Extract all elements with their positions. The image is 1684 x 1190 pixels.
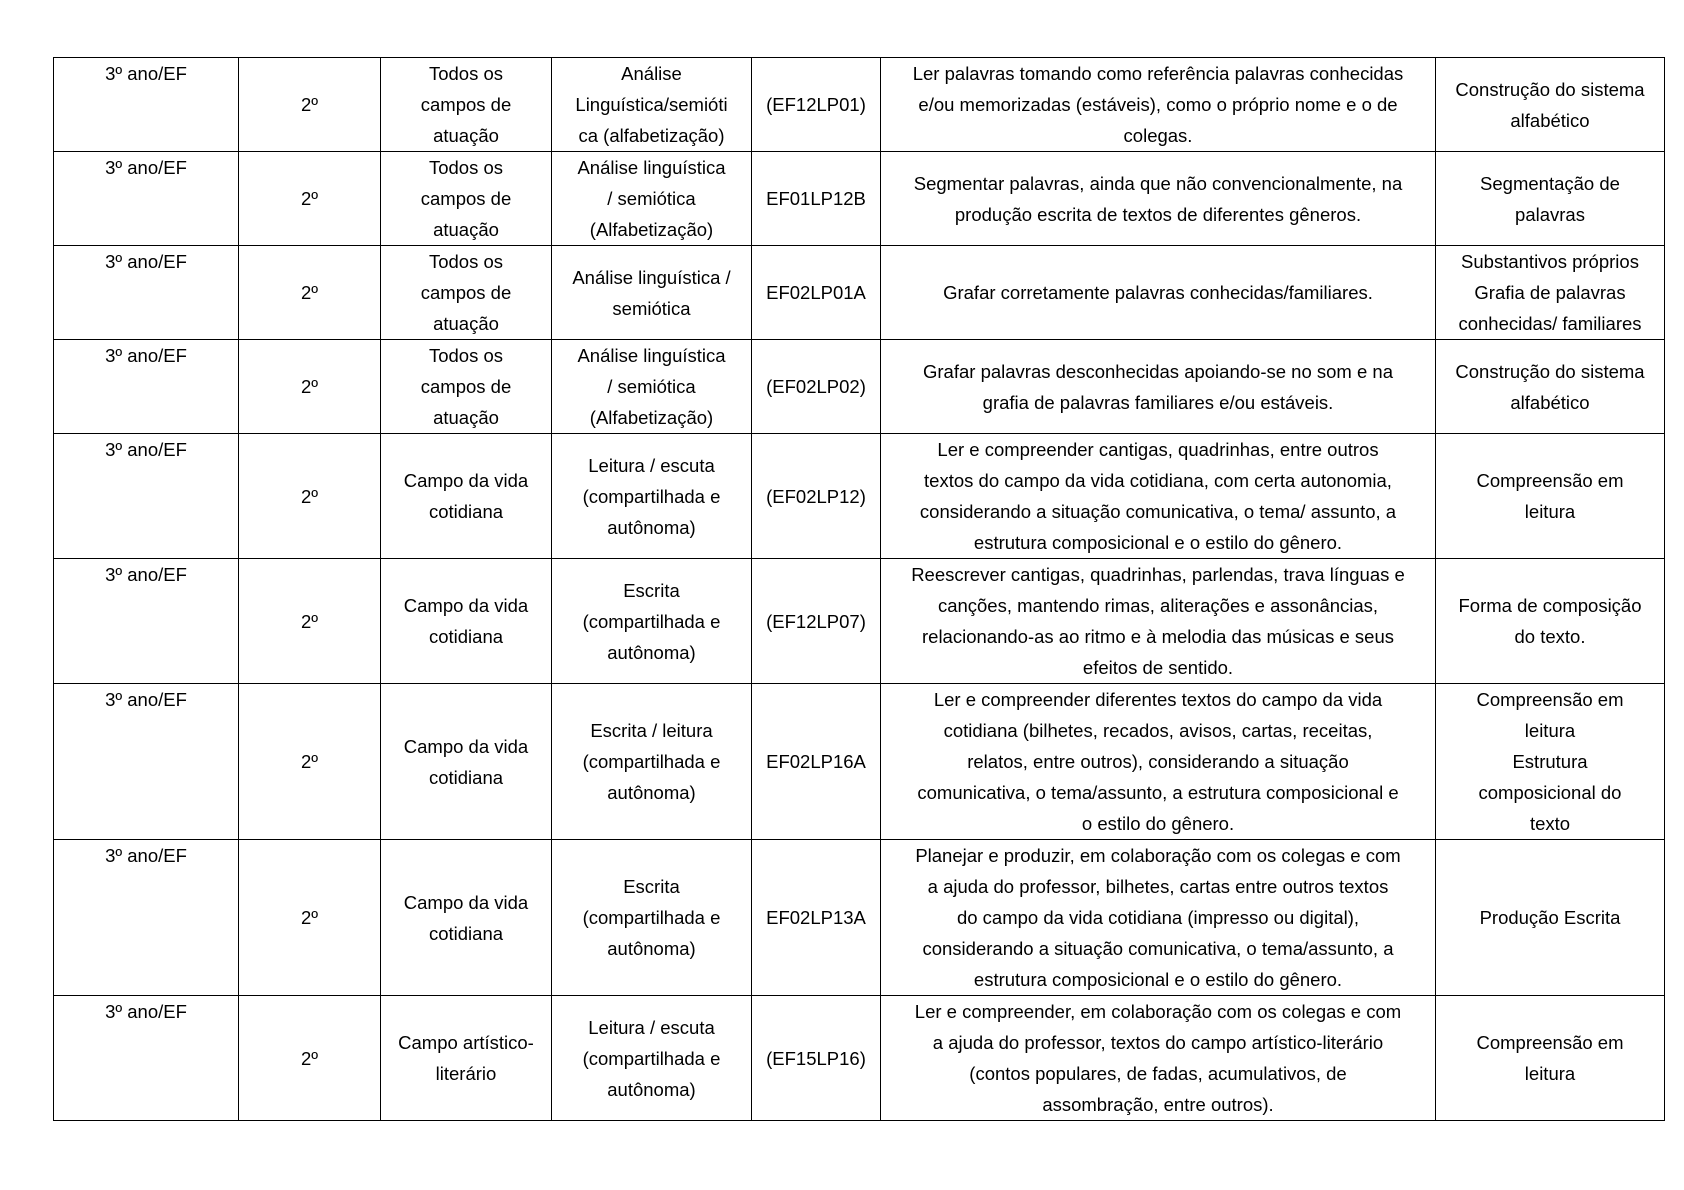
- field-text: Campo da vida cotidiana: [403, 891, 529, 944]
- object-text: Produção Escrita: [1479, 907, 1621, 928]
- field-text: Campo artístico- literário: [398, 1032, 534, 1084]
- code-text: EF02LP16A: [766, 751, 866, 772]
- code-text: (EF02LP02): [766, 376, 866, 397]
- skill-text: Segmentar palavras, ainda que não convencionalmente, na produção escrita de textos de diferentes gêneros.: [913, 172, 1403, 225]
- practice-cell: [552, 434, 752, 559]
- year-text: 3º ano/EF: [105, 345, 187, 366]
- code-cell: [752, 340, 881, 434]
- skill-cell: [881, 58, 1436, 152]
- code-cell: [752, 559, 881, 684]
- practice-text: Análise linguística / semiótica: [572, 266, 731, 319]
- skill-cell: [881, 152, 1436, 246]
- year-text: 3º ano/EF: [105, 689, 187, 710]
- practice-cell: [552, 152, 752, 246]
- code-cell: [752, 684, 881, 840]
- object-cell: [1436, 246, 1665, 340]
- year-text: 3º ano/EF: [105, 564, 187, 585]
- table-row: [54, 840, 1665, 996]
- year-cell: [54, 996, 239, 1121]
- skill-text: Ler e compreender cantigas, quadrinhas, entre outros textos do campo da vida cotidiana, com certa autonomia, considerando a situação comunicativa, o tema/ assunto, a estrutura composicional e o estilo do gênero.: [919, 439, 1397, 553]
- practice-text: Leitura / escuta (compartilhada e autônoma): [582, 1016, 721, 1100]
- bimester-text: 2º: [300, 1047, 319, 1069]
- code-cell: [752, 246, 881, 340]
- field-cell: [381, 152, 552, 246]
- year-cell: [54, 340, 239, 434]
- practice-text: Análise linguística / semiótica (Alfabetização): [577, 345, 726, 428]
- field-text: Campo da vida cotidiana: [403, 470, 529, 522]
- code-text: EF02LP01A: [766, 282, 866, 303]
- object-text: Compreensão em leitura: [1476, 1032, 1624, 1084]
- field-text: Todos os campos de atuação: [420, 345, 512, 428]
- skill-cell: [881, 434, 1436, 559]
- field-cell: [381, 684, 552, 840]
- field-cell: [381, 434, 552, 559]
- skill-text: Planejar e produzir, em colaboração com os colegas e com a ajuda do professor, bilhetes, cartas entre outros textos do campo da vida cotidiana (impresso ou digital), considerando a situação comunicativa, o tema/assunto, a estrutura composicional e o estilo do gênero.: [915, 845, 1401, 990]
- code-cell: [752, 152, 881, 246]
- bimester-text: 2º: [300, 376, 319, 397]
- year-cell: [54, 559, 239, 684]
- field-text: Campo da vida cotidiana: [403, 595, 529, 647]
- practice-text: Análise Linguística/semióti ca (alfabetização): [575, 63, 728, 146]
- table-row: [54, 246, 1665, 340]
- year-text: 3º ano/EF: [105, 845, 187, 866]
- bimester-cell: [239, 996, 381, 1121]
- table-row: [54, 684, 1665, 840]
- table-row: [54, 996, 1665, 1121]
- field-cell: [381, 58, 552, 152]
- practice-text: Análise linguística / semiótica (Alfabetização): [577, 157, 726, 240]
- field-text: Todos os campos de atuação: [420, 251, 512, 334]
- practice-text: Escrita (compartilhada e autônoma): [582, 876, 721, 959]
- practice-cell: [552, 840, 752, 996]
- bimester-cell: [239, 58, 381, 152]
- year-cell: [54, 840, 239, 996]
- table-row: [54, 434, 1665, 559]
- bimester-cell: [239, 434, 381, 559]
- skill-text: Grafar palavras desconhecidas apoiando-se no som e na grafia de palavras familiares e/ou estáveis.: [923, 360, 1393, 413]
- object-cell: [1436, 840, 1665, 996]
- object-text: Compreensão em leitura: [1476, 470, 1624, 522]
- object-text: Forma de composição do texto.: [1458, 595, 1642, 647]
- bimester-text: 2º: [300, 485, 319, 507]
- field-cell: [381, 340, 552, 434]
- year-text: 3º ano/EF: [105, 251, 187, 272]
- bimester-cell: [239, 684, 381, 840]
- practice-cell: [552, 246, 752, 340]
- bimester-text: 2º: [300, 94, 319, 115]
- object-cell: [1436, 434, 1665, 559]
- skill-text: Reescrever cantigas, quadrinhas, parlendas, trava línguas e canções, mantendo rimas, aliterações e assonâncias, relacionando-as ao ritmo e à melodia das músicas e seus efeitos de sentido.: [911, 564, 1405, 678]
- table-body: [54, 58, 1665, 1121]
- bimester-text: 2º: [300, 907, 319, 928]
- bimester-cell: [239, 152, 381, 246]
- object-text: Substantivos próprios Grafia de palavras conhecidas/ familiares: [1458, 251, 1642, 334]
- field-text: Campo da vida cotidiana: [403, 735, 529, 788]
- skill-text: Ler e compreender, em colaboração com os colegas e com a ajuda do professor, textos do campo artístico-literário (contos populares, de fadas, acumulativos, de assombração, entre outros).: [914, 1001, 1402, 1115]
- object-text: Construção do sistema alfabético: [1455, 360, 1645, 413]
- table-row: [54, 152, 1665, 246]
- code-text: (EF12LP01): [766, 94, 866, 115]
- year-text: 3º ano/EF: [105, 157, 187, 178]
- code-text: (EF02LP12): [766, 485, 866, 507]
- field-text: Todos os campos de atuação: [420, 63, 512, 146]
- table-row: [54, 58, 1665, 152]
- bimester-cell: [239, 340, 381, 434]
- field-cell: [381, 840, 552, 996]
- skill-text: Ler e compreender diferentes textos do campo da vida cotidiana (bilhetes, recados, avisos, cartas, receitas, relatos, entre outros), considerando a situação comunicativa, o tema/assunto, a estrutura composicional e o estilo do gênero.: [917, 689, 1399, 834]
- object-text: Construção do sistema alfabético: [1455, 78, 1645, 131]
- curriculum-table: [53, 57, 1665, 1121]
- bimester-text: 2º: [300, 610, 319, 632]
- skill-cell: [881, 340, 1436, 434]
- practice-cell: [552, 996, 752, 1121]
- skill-text: Ler palavras tomando como referência palavras conhecidas e/ou memorizadas (estáveis), como o próprio nome e o de colegas.: [912, 63, 1404, 146]
- bimester-text: 2º: [300, 188, 319, 209]
- field-cell: [381, 559, 552, 684]
- year-cell: [54, 246, 239, 340]
- practice-text: Leitura / escuta (compartilhada e autônoma): [582, 454, 721, 538]
- code-cell: [752, 840, 881, 996]
- bimester-cell: [239, 840, 381, 996]
- practice-cell: [552, 340, 752, 434]
- field-cell: [381, 246, 552, 340]
- code-text: (EF12LP07): [766, 610, 866, 632]
- object-cell: [1436, 58, 1665, 152]
- skill-cell: [881, 840, 1436, 996]
- practice-cell: [552, 684, 752, 840]
- code-cell: [752, 996, 881, 1121]
- table-row: [54, 340, 1665, 434]
- object-cell: [1436, 559, 1665, 684]
- practice-text: Escrita / leitura (compartilhada e autônoma): [582, 720, 721, 803]
- code-text: EF01LP12B: [766, 188, 866, 209]
- code-cell: [752, 58, 881, 152]
- skill-cell: [881, 996, 1436, 1121]
- object-cell: [1436, 996, 1665, 1121]
- year-text: 3º ano/EF: [105, 1001, 187, 1022]
- practice-cell: [552, 559, 752, 684]
- object-cell: [1436, 152, 1665, 246]
- skill-text: Grafar corretamente palavras conhecidas/familiares.: [943, 282, 1373, 303]
- skill-cell: [881, 246, 1436, 340]
- year-cell: [54, 434, 239, 559]
- bimester-cell: [239, 559, 381, 684]
- year-text: 3º ano/EF: [105, 63, 187, 84]
- object-cell: [1436, 340, 1665, 434]
- code-text: EF02LP13A: [766, 907, 866, 928]
- year-text: 3º ano/EF: [105, 439, 187, 460]
- code-text: (EF15LP16): [766, 1047, 866, 1069]
- skill-cell: [881, 559, 1436, 684]
- field-cell: [381, 996, 552, 1121]
- skill-cell: [881, 684, 1436, 840]
- bimester-text: 2º: [300, 751, 319, 772]
- field-text: Todos os campos de atuação: [420, 157, 512, 240]
- object-text: Segmentação de palavras: [1480, 172, 1620, 225]
- object-text: Compreensão em leitura Estrutura composicional do texto: [1476, 689, 1624, 834]
- code-cell: [752, 434, 881, 559]
- practice-cell: [552, 58, 752, 152]
- practice-text: Escrita (compartilhada e autônoma): [582, 579, 721, 663]
- bimester-cell: [239, 246, 381, 340]
- year-cell: [54, 684, 239, 840]
- year-cell: [54, 152, 239, 246]
- bimester-text: 2º: [300, 282, 319, 303]
- object-cell: [1436, 684, 1665, 840]
- table-row: [54, 559, 1665, 684]
- year-cell: [54, 58, 239, 152]
